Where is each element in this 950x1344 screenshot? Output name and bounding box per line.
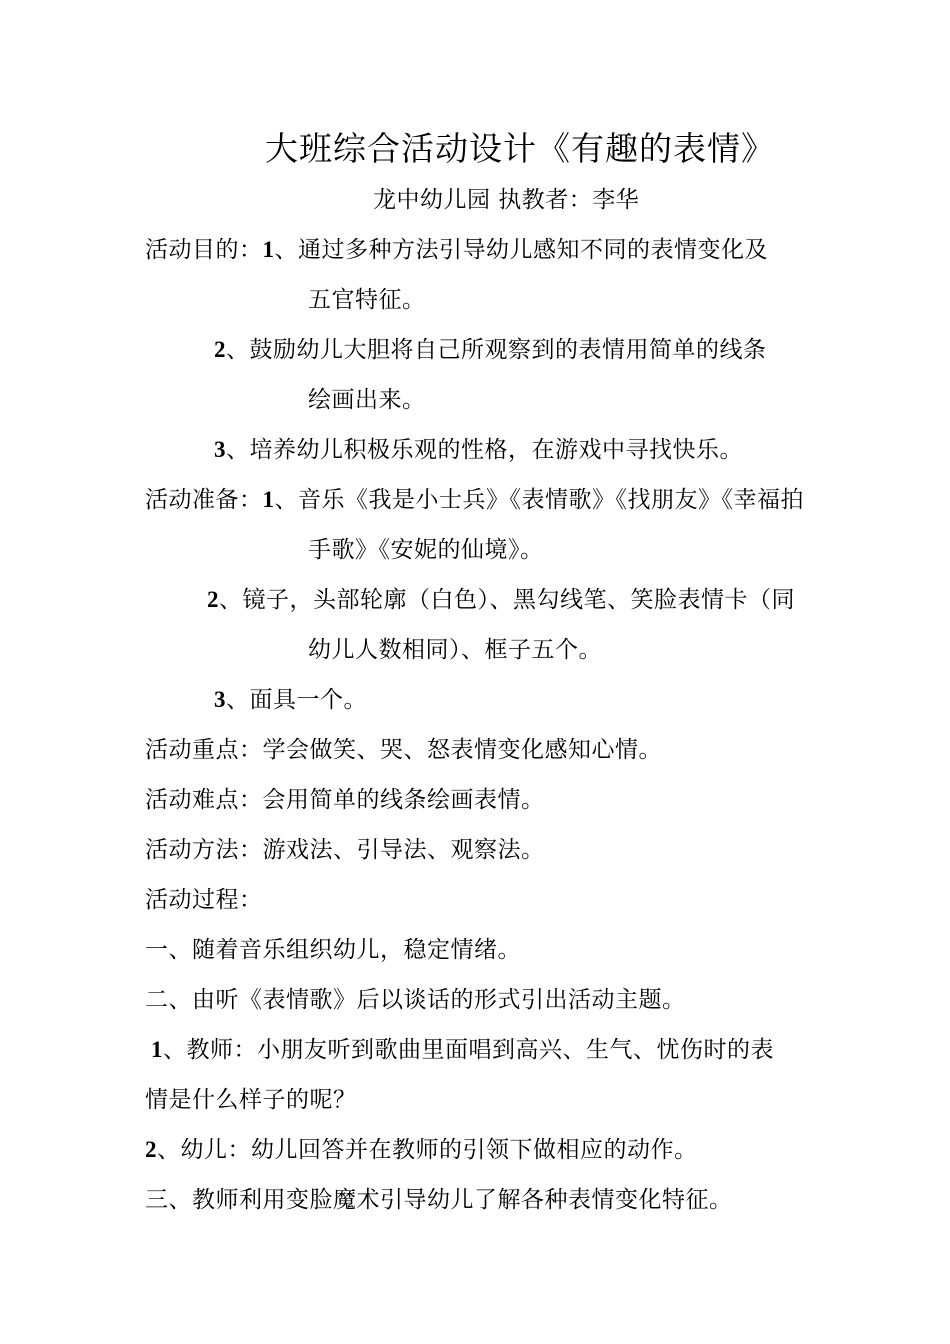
prep-item2-line2: 幼儿人数相同）、框子五个。 <box>308 637 602 663</box>
goals-item3-line1 <box>214 435 743 465</box>
step2-item1-line1 <box>151 1035 774 1065</box>
process-step1: 一、随着音乐组织幼儿，稳定情绪。 <box>145 937 521 963</box>
document-title: 大班综合活动设计《有趣的表情》 <box>265 129 775 168</box>
goals-item3-num: 3 <box>214 437 226 462</box>
goals-item1-text: 、通过多种方法引导幼儿感知不同的表情变化及 <box>274 237 768 263</box>
prep-label: 活动准备： <box>145 487 263 513</box>
step2-item1-num: 1 <box>151 1037 163 1062</box>
prep-item1-text: 、音乐《我是小士兵》《表情歌》《找朋友》《幸福拍 <box>274 487 804 513</box>
step2-item1-line2: 情是什么样子的呢？ <box>145 1087 357 1113</box>
prep-item1-line1 <box>145 485 804 515</box>
goals-item2-text: 、鼓励幼儿大胆将自己所观察到的表情用简单的线条 <box>226 337 767 363</box>
prep-item3-line1 <box>214 685 367 715</box>
goals-item2-num: 2 <box>214 337 226 362</box>
prep-item2-text: 、镜子，头部轮廓（白色）、黑勾线笔、笑脸表情卡（同 <box>219 587 795 613</box>
key-point: 活动重点：学会做笑、哭、怒表情变化感知心情。 <box>145 737 662 763</box>
byline: 龙中幼儿园 执教者：李华 <box>373 187 640 213</box>
goals-item3-text: 、培养幼儿积极乐观的性格，在游戏中寻找快乐。 <box>226 437 743 463</box>
prep-item1-line2: 手歌》《安妮的仙境》。 <box>308 537 544 563</box>
prep-item2-line1 <box>207 585 795 615</box>
method: 活动方法：游戏法、引导法、观察法。 <box>145 837 545 863</box>
step2-item1-text: 、教师：小朋友听到歌曲里面唱到高兴、生气、忧伤时的表 <box>163 1037 774 1063</box>
goals-item2-line1 <box>214 335 767 365</box>
goals-item1-line2: 五官特征。 <box>308 287 426 313</box>
prep-item3-num: 3 <box>214 687 226 712</box>
step2-item2-text: 、幼儿：幼儿回答并在教师的引领下做相应的动作。 <box>157 1137 698 1163</box>
step2-item2-line1 <box>145 1135 698 1165</box>
goals-label: 活动目的： <box>145 237 263 263</box>
prep-item1-num: 1 <box>262 487 275 512</box>
process-label: 活动过程： <box>145 887 263 913</box>
step2-item2-num: 2 <box>145 1137 157 1162</box>
difficulty: 活动难点：会用简单的线条绘画表情。 <box>145 787 545 813</box>
goals-item1-line1 <box>145 235 768 265</box>
process-step2: 二、由听《表情歌》后以谈话的形式引出活动主题。 <box>145 987 686 1013</box>
goals-item1-num: 1 <box>262 237 275 262</box>
prep-item3-text: 、面具一个。 <box>226 687 367 713</box>
prep-item2-num: 2 <box>207 587 219 612</box>
process-step3: 三、教师利用变脸魔术引导幼儿了解各种表情变化特征。 <box>145 1187 733 1213</box>
goals-item2-line2: 绘画出来。 <box>308 387 426 413</box>
